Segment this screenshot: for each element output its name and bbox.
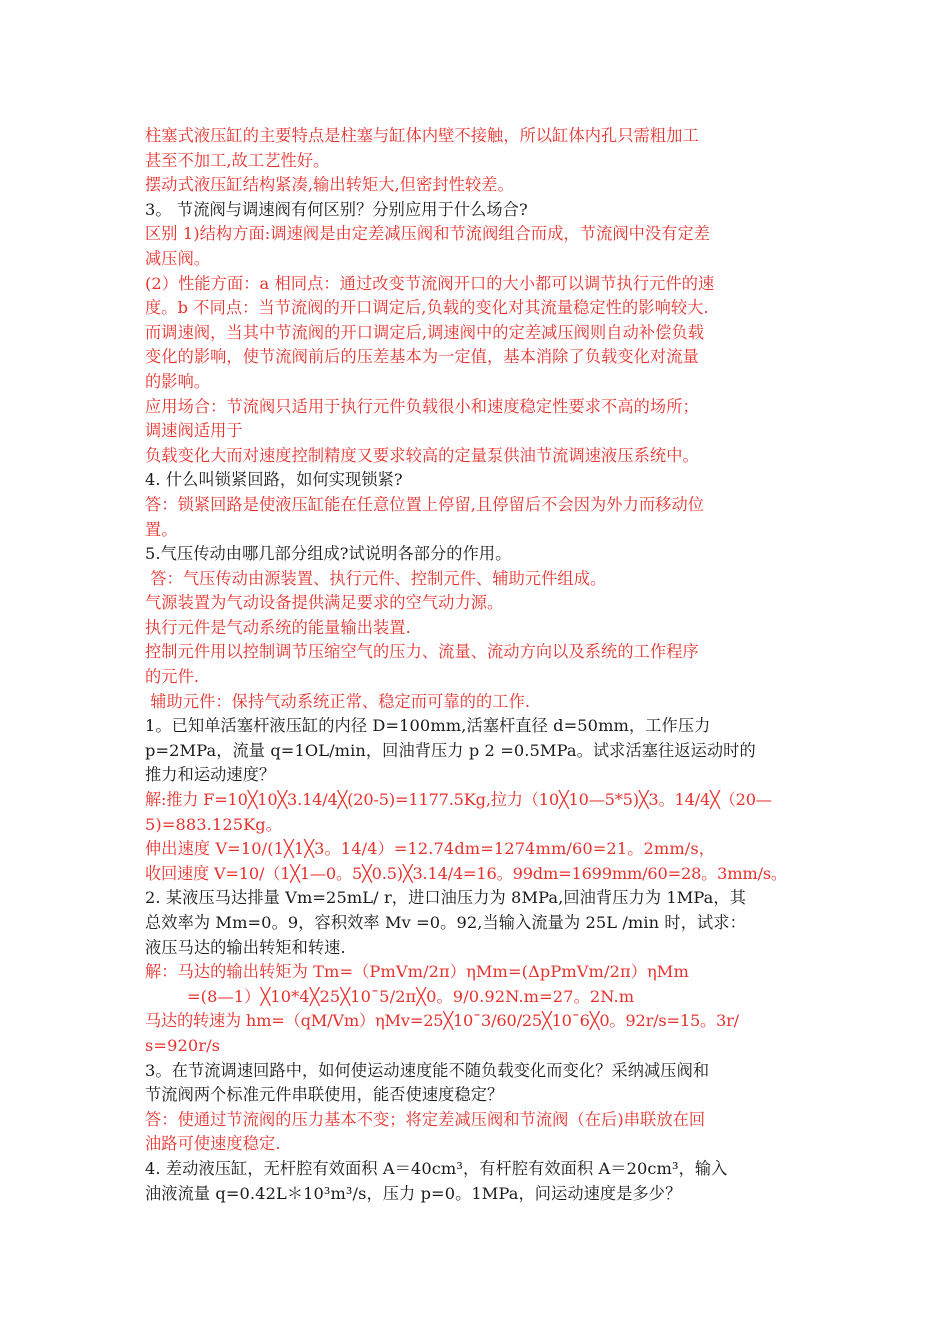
text-line-23: 的元件.: [145, 667, 200, 687]
solution-2-torque: 解：马达的输出转矩为 Tm=（PmVm/2π）ηMm=(ΔpPmVm/2π）ηMm: [145, 962, 689, 982]
text-line-13: 调速阀适用于: [145, 421, 243, 441]
text-line-36: =(8—1）╳10*4╳25╳10ˉ5/2π╳0。9/0.92N.m=27。2N.m: [187, 986, 635, 1006]
text-line-3: 摆动式液压缸结构紧凑,输出转矩大,但密封性较差。: [145, 175, 514, 195]
text-line-7: (2）性能方面：a 相同点：通过改变节流阀开口的大小都可以调节执行元件的速: [145, 273, 715, 293]
text-line-12: 应用场合：节流阀只适用于执行元件负载很小和速度稳定性要求不高的场所；: [145, 396, 699, 416]
problem-3-throttle: 3。在节流调速回路中，如何使运动速度能不随负载变化而变化？采纳减压阀和: [145, 1060, 710, 1080]
text-line-16: 答：锁紧回路是使液压缸能在任意位置上停留,且停留后不会因为外力而移动位: [145, 494, 705, 514]
text-line-29: 5)=883.125Kg。: [145, 814, 283, 834]
text-line-42: 油路可使速度稳定.: [145, 1134, 281, 1154]
text-line-17: 置。: [145, 519, 178, 539]
text-line-41: 答：使通过节流阀的压力基本不变；将定差减压阀和节流阀（在后)串联放在回: [145, 1109, 706, 1129]
text-line-30: 伸出速度 V=10/(1╳1╳3。14/4）=12.74dm=1274mm/60=21。2mm/s，: [145, 839, 716, 859]
text-line-6: 减压阀。: [145, 248, 211, 268]
solution-2-speed: 马达的转速为 hm=（qM/Vm）ηMv=25╳10ˉ3/60/25╳10ˉ6╳0。92r/s=15。3r/: [145, 1011, 739, 1031]
text-line-27: 推力和运动速度？: [145, 765, 276, 785]
text-line-44: 油液流量 q=0.42L＊10³m³/s，压力 p=0。1MPa，问运动速度是多少？: [145, 1183, 682, 1203]
text-line-34: 液压马达的输出转矩和转速.: [145, 937, 346, 957]
text-line-5: 区别 1)结构方面:调速阀是由定差减压阀和节流阀组合而成，节流阀中没有定差: [145, 224, 711, 244]
text-line-22: 控制元件用以控制调节压缩空气的压力、流量、流动方向以及系统的工作程序: [145, 642, 699, 662]
text-line-11: 的影响。: [145, 371, 211, 391]
question-4-lock: 4. 什么叫锁紧回路，如何实现锁紧?: [145, 470, 403, 490]
text-line-2: 甚至不加工,故工艺性好。: [145, 150, 330, 170]
text-line-19: 答：气压传动由源装置、执行元件、控制元件、辅助元件组成。: [145, 568, 607, 588]
text-line-9: 而调速阀，当其中节流阀的开口调定后,调速阀中的定差减压阀则自动补偿负载: [145, 322, 705, 342]
problem-4-differential: 4. 差动液压缸，无杆腔有效面积 A＝40cm³，有杆腔有效面积 A＝20cm³，输入: [145, 1158, 728, 1178]
text-line-24: 辅助元件：保持气动系统正常、稳定而可靠的的工作.: [145, 691, 531, 711]
text-line-31: 收回速度 V=10/（1╳1—0。5╳0.5)╳3.14/4=16。99dm=1699mm/60=28。3mm/s。: [145, 863, 787, 883]
question-5-pneumatic: 5.气压传动由哪几部分组成?试说明各部分的作用。: [145, 544, 512, 564]
solution-1-force: 解:推力 F=10╳10╳3.14/4╳(20-5)=1177.5Kg,拉力（10╳10—5*5)╳3。14/4╳（20—: [145, 790, 772, 810]
question-3-valve: 3。 节流阀与调速阀有何区别？分别应用于什么场合?: [145, 199, 528, 219]
text-line-10: 变化的影响，使节流阀前后的压差基本为一定值，基本消除了负载变化对流量: [145, 347, 699, 367]
text-line-14: 负载变化大而对速度控制精度又要求较高的定量泵供油节流调速液压系统中。: [145, 445, 699, 465]
text-line-20: 气源装置为气动设备提供满足要求的空气动力源。: [145, 593, 504, 613]
problem-2-motor: 2. 某液压马达排量 Vm=25mL/ r，进口油压力为 8MPa,回油背压力为 1MPa，其: [145, 888, 747, 908]
text-line-40: 节流阀两个标准元件串联使用，能否使速度稳定？: [145, 1085, 504, 1105]
text-line-33: 总效率为 Mm=0。9，容积效率 Mv =0。92,当输入流量为 25L /min 时，试求：: [145, 913, 746, 932]
problem-1-cylinder: 1。已知单活塞杆液压缸的内径 D=100mm,活塞杆直径 d=50mm，工作压力: [145, 716, 711, 736]
text-line-8: 度。b 不同点：当节流阀的开口调定后,负载的变化对其流量稳定性的影响较大.: [145, 298, 709, 318]
text-line-26: p=2MPa，流量 q=1OL/min，回油背压力 p 2 =0.5MPa。试求活塞往返运动时的: [145, 740, 756, 760]
text-line-1: 柱塞式液压缸的主要特点是柱塞与缸体内壁不接触，所以缸体内孔只需粗加工: [145, 126, 699, 145]
text-line-21: 执行元件是气动系统的能量输出装置.: [145, 617, 411, 637]
text-line-38: s=920r/s: [145, 1035, 221, 1055]
